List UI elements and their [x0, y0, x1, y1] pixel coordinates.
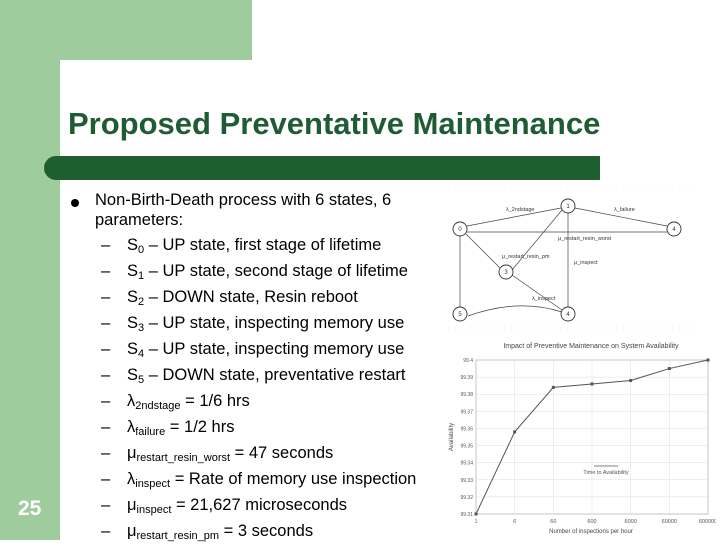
- symbol: λ: [127, 418, 136, 436]
- symbol: S: [127, 288, 139, 306]
- data-point: [591, 382, 594, 385]
- sub-bullet-item: [101, 496, 347, 515]
- chart-title: Impact of Preventive Maintenance on System Availability: [503, 343, 679, 350]
- sub-bullet-item: [101, 262, 408, 281]
- sub-bullet-item: [101, 418, 234, 437]
- x-axis-label: Number of inspections per hour: [549, 529, 633, 535]
- data-point: [629, 379, 632, 382]
- diagram-edge-label: μ_restart_resin_pm: [502, 254, 550, 260]
- subscript: inspect: [136, 504, 172, 516]
- subscript: restart_resin_pm: [136, 530, 220, 542]
- x-tick-label: 6000: [624, 519, 637, 525]
- description: – UP state, first stage of lifetime: [144, 236, 382, 254]
- left-margin-band: [0, 0, 60, 540]
- sub-bullet-item: [101, 444, 333, 463]
- availability-chart: [446, 336, 716, 540]
- y-tick-label: 99.31: [460, 512, 473, 518]
- data-point: [552, 386, 555, 389]
- svg-text:0: 0: [458, 227, 462, 233]
- sub-bullet-item: [101, 236, 381, 255]
- description: – UP state, inspecting memory use: [144, 340, 405, 358]
- description: = Rate of memory use inspection: [170, 470, 417, 488]
- diagram-edge-label: λ_2ndstage: [506, 207, 535, 213]
- description: = 3 seconds: [219, 522, 314, 540]
- sub-bullet-item: [101, 366, 405, 385]
- x-tick-label: 600000: [698, 519, 716, 525]
- description: = 1/6 hrs: [180, 392, 250, 410]
- y-axis-label: Availability: [449, 422, 455, 452]
- x-tick-label: 60: [550, 519, 557, 525]
- svg-text:5: 5: [458, 312, 462, 318]
- symbol: S: [127, 236, 139, 254]
- x-tick-label: 60000: [661, 519, 677, 525]
- dash-bullet-icon: –: [101, 314, 111, 332]
- description: – UP state, second stage of lifetime: [144, 262, 408, 280]
- subscript: 3: [138, 322, 145, 334]
- sub-bullet-item: [101, 314, 404, 333]
- symbol: λ: [127, 392, 136, 410]
- dash-bullet-icon: –: [101, 496, 111, 514]
- title-underline-bar: [44, 156, 600, 180]
- subscript: failure: [135, 426, 166, 438]
- sub-bullet-item: [101, 288, 358, 307]
- description: = 47 seconds: [230, 444, 334, 462]
- description: – DOWN state, Resin reboot: [144, 288, 358, 306]
- bullet-icon: [71, 199, 79, 207]
- dash-bullet-icon: –: [101, 392, 111, 410]
- subscript: 5: [138, 374, 145, 386]
- dash-bullet-icon: –: [101, 444, 111, 462]
- sub-bullet-item: [101, 392, 250, 411]
- subscript: 4: [138, 348, 145, 360]
- subscript: inspect: [135, 478, 171, 490]
- description: – DOWN state, preventative restart: [144, 366, 406, 384]
- symbol: S: [127, 366, 139, 384]
- main-bullet-text: Non-Birth-Death process with 6 states, 6 parameters:: [95, 191, 392, 229]
- dash-bullet-icon: –: [101, 236, 111, 254]
- symbol: μ: [127, 522, 137, 540]
- description: = 21,627 microseconds: [171, 496, 348, 514]
- dash-bullet-icon: –: [101, 366, 111, 384]
- data-point: [513, 430, 516, 433]
- sub-bullet-item: [101, 340, 404, 359]
- state-transition-diagram: [448, 188, 696, 334]
- svg-text:4: 4: [566, 312, 570, 318]
- sub-bullet-item: [101, 522, 313, 541]
- symbol: μ: [127, 496, 137, 514]
- dash-bullet-icon: –: [101, 262, 111, 280]
- data-point: [707, 359, 710, 362]
- y-tick-label: 99.4: [463, 358, 473, 364]
- dash-bullet-icon: –: [101, 522, 111, 540]
- y-tick-label: 99.33: [460, 477, 473, 484]
- dash-bullet-icon: –: [101, 470, 111, 488]
- diagram-edge-label: μ_inspect: [574, 260, 598, 266]
- data-point: [668, 367, 671, 370]
- symbol: S: [127, 314, 139, 332]
- description: – UP state, inspecting memory use: [144, 314, 405, 332]
- slide-number: 25: [18, 497, 42, 520]
- description: = 1/2 hrs: [165, 418, 235, 436]
- svg-text:3: 3: [504, 270, 508, 276]
- slide-title: Proposed Preventative Maintenance: [68, 106, 601, 141]
- legend-label: Time to Availability: [583, 470, 629, 476]
- svg-text:4: 4: [672, 227, 676, 233]
- y-tick-label: 99.37: [460, 409, 473, 416]
- dash-bullet-icon: –: [101, 418, 111, 436]
- sub-bullet-item: [101, 470, 416, 489]
- diagram-edge-label: μ_restart_resin_worst: [558, 236, 611, 242]
- x-tick-label: 1: [474, 519, 478, 525]
- data-point: [475, 513, 478, 516]
- x-tick-label: 6: [513, 519, 517, 525]
- diagram-edge-label: λ_inspect: [532, 296, 556, 302]
- y-tick-label: 99.39: [460, 375, 473, 382]
- x-tick-label: 600: [587, 519, 597, 525]
- subscript: 1: [138, 270, 145, 282]
- symbol: S: [127, 340, 139, 358]
- symbol: λ: [127, 470, 136, 488]
- dash-bullet-icon: –: [101, 340, 111, 358]
- diagram-edge-label: λ_failure: [614, 207, 635, 213]
- dash-bullet-icon: –: [101, 288, 111, 306]
- subscript: 0: [138, 244, 145, 256]
- symbol: μ: [127, 444, 137, 462]
- svg-text:1: 1: [566, 204, 570, 210]
- subscript: 2: [138, 296, 145, 308]
- y-tick-label: 99.35: [460, 443, 473, 450]
- y-tick-label: 99.36: [460, 426, 473, 433]
- subscript: restart_resin_worst: [136, 452, 231, 464]
- y-tick-label: 99.38: [460, 392, 473, 399]
- y-tick-label: 99.34: [460, 460, 473, 467]
- symbol: S: [127, 262, 139, 280]
- y-tick-label: 99.32: [460, 494, 473, 501]
- subscript: 2ndstage: [135, 400, 181, 412]
